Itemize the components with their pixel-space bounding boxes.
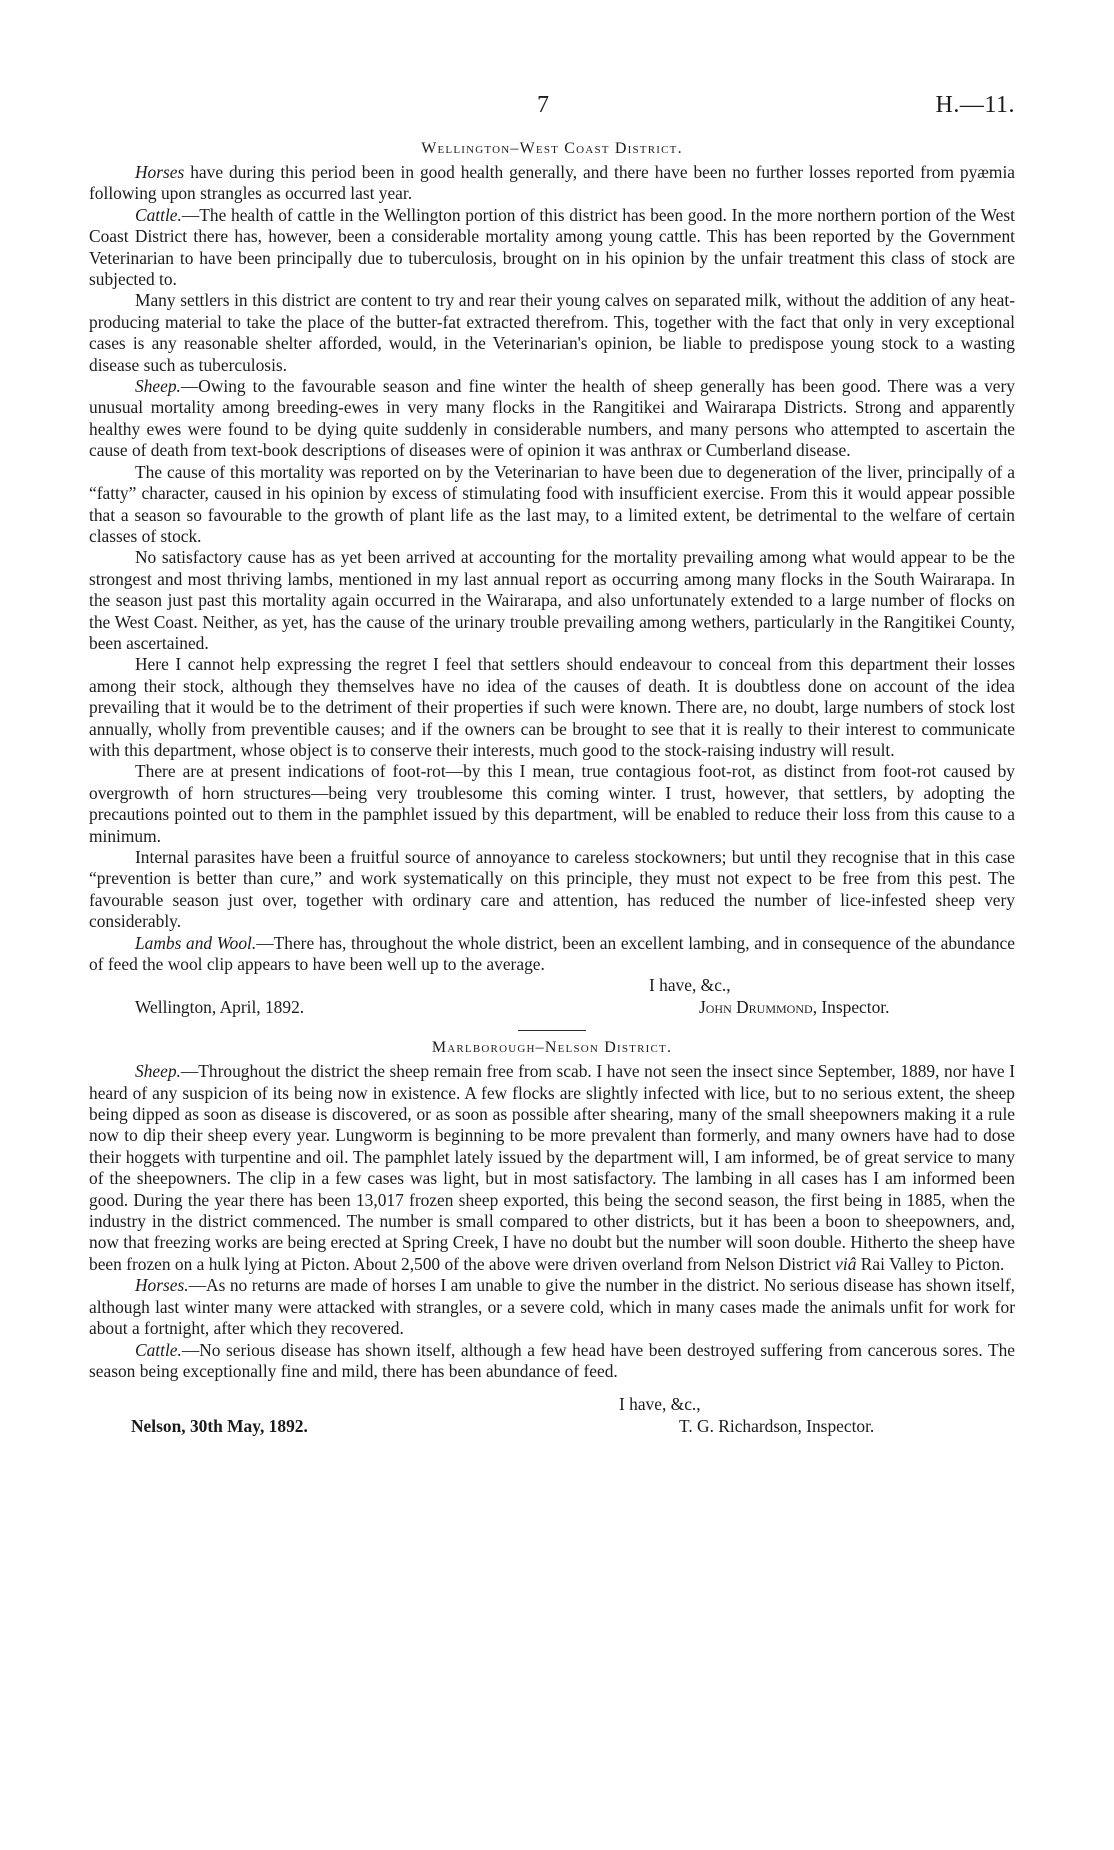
paragraph-concealment: Here I cannot help expressing the regret I feel that settlers should endeavour to conceal from this department their losses among their stock, although they themselves have no idea of the causes of death. It is doubtless done on account of the idea prevailing that it would be to the detriment of their properties if such were known. There are, no doubt, large numbers of stock lost annually, wholly from preventible causes; and if the owners can be brought to see that it is really to their interest to communicate with this department, whose object is to conserve their interests, much good to the stock-raising industry will result. [89, 654, 1015, 760]
signature-block-wellington [89, 975, 1015, 1018]
paragraph-text: Rai Valley to Picton. [856, 1253, 1005, 1274]
paragraph-text: —As no returns are made of horses I am unable to give the number in the district. No serious disease has shown itself, although last winter many were attacked with strangles, or a severe cold, which in many cases made the animals unfit for work for about a fortnight, after which they recovered. [89, 1275, 1015, 1339]
signatory-name: John Drummond [699, 996, 813, 1017]
place-date: Wellington, April, 1892. [135, 996, 305, 1017]
paragraph-sheep [89, 1061, 1015, 1275]
closing-salutation: I have, &c., [649, 975, 731, 996]
label-sheep: Sheep. [135, 376, 181, 397]
paragraph-text: —The health of cattle in the Wellington portion of this district has been good. In the more northern portion of the West Coast District there has, however, been a considerable mortality among young cattle. This has been reported by the Government Veterinarian to have been principally due to tuberculosis, brought on in his opinion by the unfair treatment this class of stock are subjected to. [89, 204, 1015, 290]
via-word: viâ [835, 1253, 857, 1274]
paragraph-lambs-wool [89, 933, 1015, 976]
paragraph-horses [89, 162, 1015, 205]
paragraph-foot-rot: There are at present indications of foot-rot—by this I mean, true contagious foot-rot, as distinct from foot-rot caused by overgrowth of horn structures—being very troublesome this coming winter. I trust, however, that settlers, by adopting the precautions pointed out to them in the pamphlet issued by this department, will be enabled to reduce their loss from this cause to a minimum. [89, 761, 1015, 846]
wellington-section [89, 140, 1015, 1018]
label-cattle: Cattle. [135, 1339, 182, 1360]
paragraph-text: —Owing to the favourable season and fine winter the health of sheep generally has been good. There was a very unusual mortality among breeding-ewes in very many flocks in the Rangitikei and Wairarapa Districts. Strong and apparently healthy ewes were found to be dying quite suddenly in considerable numbers, and many persons who attempted to ascertain the cause of death from text-book descriptions of diseases were of opinion it was anthrax or Cumberland disease. [89, 376, 1015, 461]
paragraph-mortality-cause: The cause of this mortality was reported on by the Veterinarian to have been due to degeneration of the liver, principally of a “fatty” character, caused in his opinion by excess of stimulating food with insufficient exercise. From this it would appear possible that a season so favourable to the growth of plant life as the last may, to a limited extent, be detrimental to the welfare of certain classes of stock. [89, 461, 1015, 546]
place-date: Nelson, 30th May, 1892. [131, 1415, 308, 1436]
closing-salutation: I have, &c., [619, 1394, 701, 1415]
label-horses: Horses. [135, 1275, 189, 1296]
document-reference: H.—11. [935, 92, 1015, 118]
marlborough-section [89, 1039, 1015, 1437]
label-sheep: Sheep. [135, 1061, 181, 1082]
signatory-title: , Inspector. [812, 996, 890, 1017]
label-horses: Horses [135, 162, 185, 182]
signature-block-marlborough [89, 1394, 1015, 1437]
label-cattle: Cattle. [135, 204, 182, 225]
signatory [699, 997, 889, 1018]
paragraph-text: have during this period been in good health generally, and there have been no further losses reported from pyæmia following upon strangles as occurred last year. [89, 162, 1015, 204]
label-lambs-wool: Lambs and Wool. [135, 932, 257, 953]
page-number: 7 [537, 92, 549, 118]
paragraph-calves: Many settlers in this district are content to try and rear their young calves on separated milk, without the addition of any heat-producing material to take the place of the butter-fat extracted therefrom. This, together with the fact that only in very exceptional cases is any reasonable shelter afforded, would, in the Veterinarian's opinion, be liable to predispose young stock to a wasting disease such as tuberculosis. [89, 290, 1015, 375]
section-title-wellington: Wellington–West Coast District. [421, 140, 683, 157]
paragraph-parasites: Internal parasites have been a fruitful source of annoyance to careless stockowners; but until they recognise that in this case “prevention is better than cure,” and work systematically on this principle, they must not expect to be free from this pest. The favourable season just over, together with ordinary care and attention, has reduced the number of lice-infested sheep very considerably. [89, 847, 1015, 932]
paragraph-horses [89, 1275, 1015, 1339]
section-title-marlborough: Marlborough–Nelson District. [431, 1039, 673, 1057]
paragraph-text: —Throughout the district the sheep remain free from scab. I have not seen the insect since September, 1889, nor have I heard of any suspicion of its being now in existence. A few flocks are slightly infected with lice, but to no serious extent, the sheep being dipped as soon as disease is discovered, or as soon as possible after shearing, many of the small sheepowners making it a rule now to dip their sheep every year. Lungworm is beginning to be more prevalent than formerly, and many owners have had to dose their hoggets with turpentine and oil. The pamphlet lately issued by the department will, I am informed, be of great service to many of the sheepowners. The clip in a few cases was light, but in most satisfactory. The lambing in all cases has I am informed been good. During the year there has been 13,017 frozen sheep exported, this being the second season, the first being in 1885, when the industry in the district commenced. The number is small compared to other districts, but it has been a boon to sheepowners, and, now that freezing works are being erected at Spring Creek, I have no doubt but the number will soon double. Hitherto the sheep have been frozen on a hulk lying at Picton. About 2,500 of the above were driven overland from Nelson District [89, 1061, 1015, 1274]
paragraph-text: —There has, throughout the whole district, been an excellent lambing, and in consequence of the abundance of feed the wool clip appears to have been well up to the average. [89, 932, 1015, 975]
paragraph-text: —No serious disease has shown itself, although a few head have been destroyed suffering from cancerous sores. The season being exceptionally fine and mild, there has been abundance of feed. [89, 1339, 1015, 1381]
signatory: T. G. Richardson, Inspector. [679, 1415, 875, 1436]
paragraph-sheep [89, 376, 1015, 462]
paragraph-lambs-mortality: No satisfactory cause has as yet been arrived at accounting for the mortality prevailing among what would appear to be the strongest and most thriving lambs, mentioned in my last annual report as occurring among many flocks in the South Wairarapa. In the season just past this mortality again occurred in the Wairarapa, and also unfortunately extended to a large number of flocks on the West Coast. Neither, as yet, has the cause of the urinary trouble prevailing among wethers, particularly in the Rangitikei County, been ascertained. [89, 547, 1015, 653]
paragraph-cattle [89, 205, 1015, 291]
page-header [89, 92, 1015, 132]
section-divider [518, 1030, 586, 1031]
document-page [89, 92, 1015, 1437]
paragraph-cattle [89, 1340, 1015, 1383]
